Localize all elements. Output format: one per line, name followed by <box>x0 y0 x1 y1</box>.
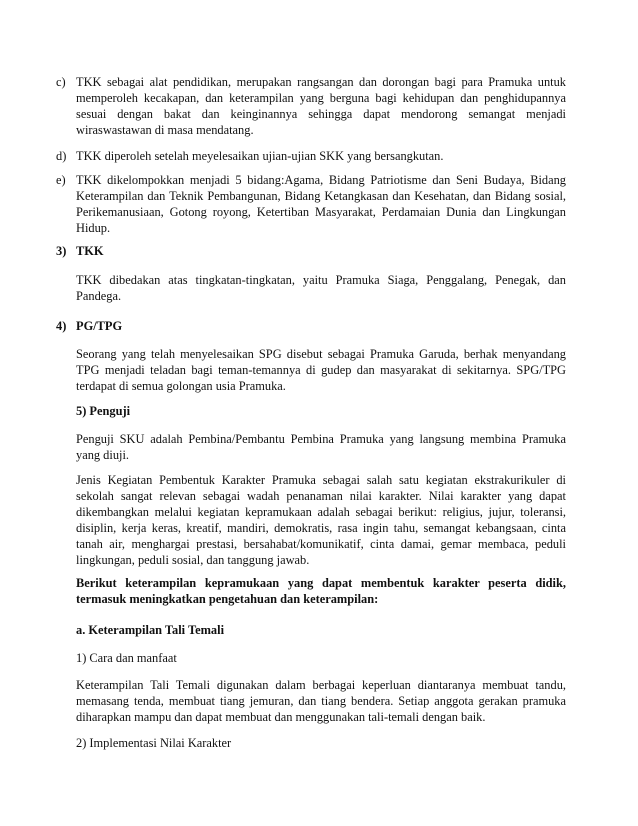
point-2-heading: 2) Implementasi Nilai Karakter <box>76 736 232 750</box>
list-marker: e) <box>56 173 66 187</box>
section-3-text: TKK dibedakan atas tingkatan-tingkatan, yaitu Pramuka Siaga, Penggalang, Penegak, dan Pandega. <box>76 273 566 303</box>
section-5-heading: 5) Penguji <box>76 404 131 418</box>
list-marker: d) <box>56 149 67 163</box>
list-item-d <box>56 148 566 164</box>
section-number: 4) <box>56 319 67 333</box>
list-text: TKK diperoleh setelah meyelesaikan ujian-ujian SKK yang bersangkutan. <box>76 149 444 163</box>
skills-intro-paragraph: Berikut keterampilan kepramukaan yang dapat membentuk karakter peserta didik, termasuk meningkatkan pengetahuan dan keterampilan: <box>76 576 566 606</box>
list-item-e <box>56 172 566 236</box>
section-title: TKK <box>76 244 104 258</box>
subsection-heading: a. Keterampilan Tali Temali <box>76 623 225 637</box>
section-3-heading <box>56 243 566 259</box>
section-title: PG/TPG <box>76 319 123 333</box>
list-text: TKK dikelompokkan menjadi 5 bidang:Agama, Bidang Patriotisme dan Seni Budaya, Bidang Keterampilan dan Teknik Pembangunan, Bidang Ketangkasan dan Kesehatan, dan Bidang sosial, Perikemanusiaan, Gotong royong, Ketertiban Masyarakat, Perdamaian Dunia dan Lingkungan Hidup. <box>76 173 566 235</box>
section-4-heading <box>56 318 566 334</box>
section-number: 3) <box>56 244 67 258</box>
list-marker: c) <box>56 75 66 89</box>
character-paragraph: Jenis Kegiatan Pembentuk Karakter Pramuka sebagai salah satu kegiatan ekstrakurikuler di sekolah sangat relevan sebagai wadah penanaman nilai karakter. Nilai karakter yang dapat dikembangkan melalui kegiatan kepramukaan adalah sebagai berikut: religius, jujur, toleransi, disiplin, kerja keras, kreatif, mandiri, demokratis, rasa ingin tahu, semangat kebangsaan, cinta tanah air, menghargai prestasi, bersahabat/komunikatif, cinta damai, gemar membaca, peduli lingkungan, peduli sosial, dan tanggung jawab. <box>76 473 566 567</box>
list-item-c <box>56 74 566 138</box>
section-4-text: Seorang yang telah menyelesaikan SPG disebut sebagai Pramuka Garuda, berhak menyandang TPG menjadi teladan bagi teman-temannya di gudep dan masyarakat di sekitarnya. SPG/TPG terdapat di semua golongan usia Pramuka. <box>76 347 566 393</box>
point-1-text: Keterampilan Tali Temali digunakan dalam berbagai keperluan diantaranya membuat tandu, memasang tenda, membuat tiang jemuran, dan tiang bendera. Setiap anggota gerakan pramuka diharapkan mampu dan dapat membuat dan menggunakan tali-temali dengan baik. <box>76 678 566 724</box>
section-5-text: Penguji SKU adalah Pembina/Pembantu Pembina Pramuka yang langsung membina Pramuka yang diuji. <box>76 432 566 462</box>
list-text: TKK sebagai alat pendidikan, merupakan rangsangan dan dorongan bagi para Pramuka untuk memperoleh kecakapan, dan keterampilan yang berguna bagi kehidupan dan penghidupannya sesuai dengan bakat dan keinginannya sehingga dapat mendorong semangat menjadi wiraswastawan di masa mendatang. <box>76 75 566 137</box>
point-1-heading: 1) Cara dan manfaat <box>76 651 177 665</box>
